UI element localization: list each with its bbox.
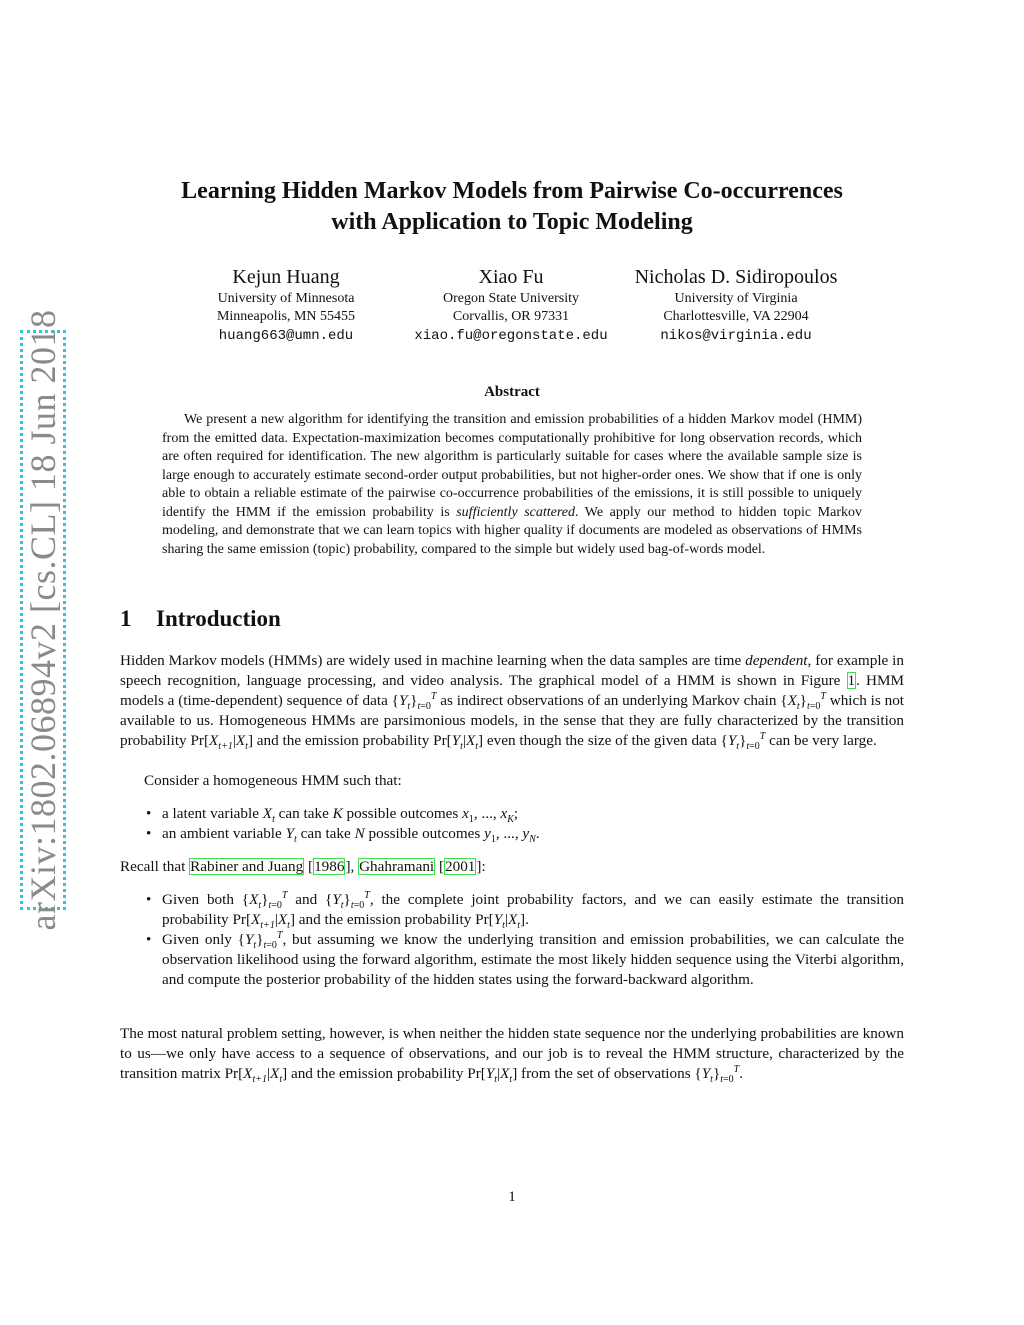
author-affiliation: University of Minnesota: [217, 291, 355, 306]
author-affiliation: University of Virginia: [674, 291, 798, 306]
arxiv-stamp[interactable]: [20, 309, 66, 931]
figure-link[interactable]: 1: [847, 672, 856, 689]
abstract-heading: Abstract: [484, 384, 540, 400]
paper-title: [110, 176, 914, 238]
list-item: • Given both $\{X_t\}_{t=0}^T$ and $\{Y_t\}_{t=0}^T$, the complete joint probability factors, and we can easily estimate the transition probability $Pr[X_{t+1}|X_t]$ and the emission probability $Pr[Y_t|X_t]$.: [120, 890, 904, 930]
section-title: Introduction: [156, 606, 281, 631]
title-line-1: Learning Hidden Markov Models from Pairwise Co-occurrences: [181, 178, 843, 204]
intro-paragraph-1: Hidden Markov models (HMMs) are widely used in machine learning when the data samples are time dependent, for example in speech recognition, language processing, and video analysis. The graphical model of a HMM is shown in Figure 1. HMM models a (time-dependent) sequence of data $\{Y_t\}_{t=0}^T$ as indirect observations of an underlying Markov chain $\{X_t\}_{t=0}^T$ which is not available to us. Homogeneous HMMs are parsimonious models, in the sense that they are fully characterized by the transition probability $Pr[X_{t+1}|X_t]$ and the emission probability $Pr[Y_t|X_t]$ even though the size of the given data $\{Y_t\}_{t=0}^T$ can be very large.: [120, 652, 905, 753]
citation-link[interactable]: Rabiner and Juang: [190, 858, 304, 875]
intro-paragraph-3: Recall that Rabiner and Juang [1986], Ghahramani [2001]:: [120, 858, 486, 875]
author-affiliation: Oregon State University: [442, 291, 580, 306]
list-item: • Given only $\{Y_t\}_{t=0}^T$, but assuming we know the underlying transition and emission probabilities, we can calculate the observation likelihood using the forward algorithm, estimate the most likely hidden sequence using the Viterbi algorithm, and compute the posterior probability of the hidden states using the forward-backward algorithm.: [120, 930, 904, 990]
author-name: Xiao Fu: [478, 266, 544, 288]
section-heading: [120, 606, 281, 632]
abstract-body: [162, 411, 862, 559]
intro-paragraph-4: The most natural problem setting, however, is when neither the hidden state sequence nor the underlying probabilities are known to us—we only have access to a sequence of observations, and our job is to reveal the HMM structure, characterized by the transition matrix $Pr[X_{t+1}|X_t]$ and the emission probability $Pr[Y_t|X_t]$ from the set of observations $\{Y_t\}_{t=0}^T$.: [120, 1025, 904, 1086]
author-name: Kejun Huang: [232, 266, 340, 288]
hmm-tasks-list: [120, 890, 904, 990]
author-name: Nicholas D. Sidiropoulos: [634, 266, 838, 288]
citation-link[interactable]: Ghahramani: [359, 858, 435, 875]
author-address: Corvallis, OR 97331: [452, 309, 570, 324]
author-3: [616, 264, 856, 346]
citation-year-link[interactable]: 2001: [445, 858, 476, 875]
author-address: Minneapolis, MN 55455: [216, 309, 356, 324]
arxiv-id: arXiv:1802.06894v2 [cs.CL] 18 Jun 2018: [23, 309, 63, 931]
abstract-text-2: . We apply our method to hidden topic Markov modeling, and demonstrate that we can learn topics with higher quality if documents are modeled as observations of HMMs sharing the same emission (topic) probability, compared to the simple but widely used bag-of-words model.: [162, 504, 862, 557]
author-email[interactable]: nikos@virginia.edu: [660, 328, 812, 344]
intro-paragraph-2: Consider a homogeneous HMM such that:: [144, 772, 402, 789]
list-item: • an ambient variable $Y_t$ can take N possible outcomes $y_1$, ..., $y_N$.: [120, 824, 904, 844]
citation-year-link[interactable]: 1986: [314, 858, 345, 875]
abstract-text-1: We present a new algorithm for identifying the transition and emission probabilities of a hidden Markov model (HMM) from the emitted data. Expectation-maximization becomes computationally prohibitive for long observation records, which are often required for identification. The new algorithm is particularly suitable for cases where the available sample size is large enough to accurately estimate second-order output probabilities, but not higher-order ones. We show that if one is only able to obtain a reliable estimate of the pairwise co-occurrence probabilities of the emissions, it is still possible to uniquely identify the HMM if the emission probability is: [162, 412, 862, 520]
page-number: 1: [508, 1189, 516, 1205]
author-email[interactable]: xiao.fu@oregonstate.edu: [414, 328, 608, 344]
section-number: 1: [120, 606, 132, 631]
author-email[interactable]: huang663@umn.edu: [218, 328, 354, 344]
author-1: [166, 264, 406, 346]
title-line-2: with Application to Topic Modeling: [331, 209, 693, 235]
author-address: Charlottesville, VA 22904: [663, 309, 809, 324]
list-item: • a latent variable $X_t$ can take K possible outcomes $x_1$, ..., $x_K$;: [120, 804, 904, 824]
abstract-emphasis: sufficiently scattered: [456, 504, 576, 520]
hmm-definition-list: [120, 804, 904, 844]
author-2: [391, 264, 631, 346]
